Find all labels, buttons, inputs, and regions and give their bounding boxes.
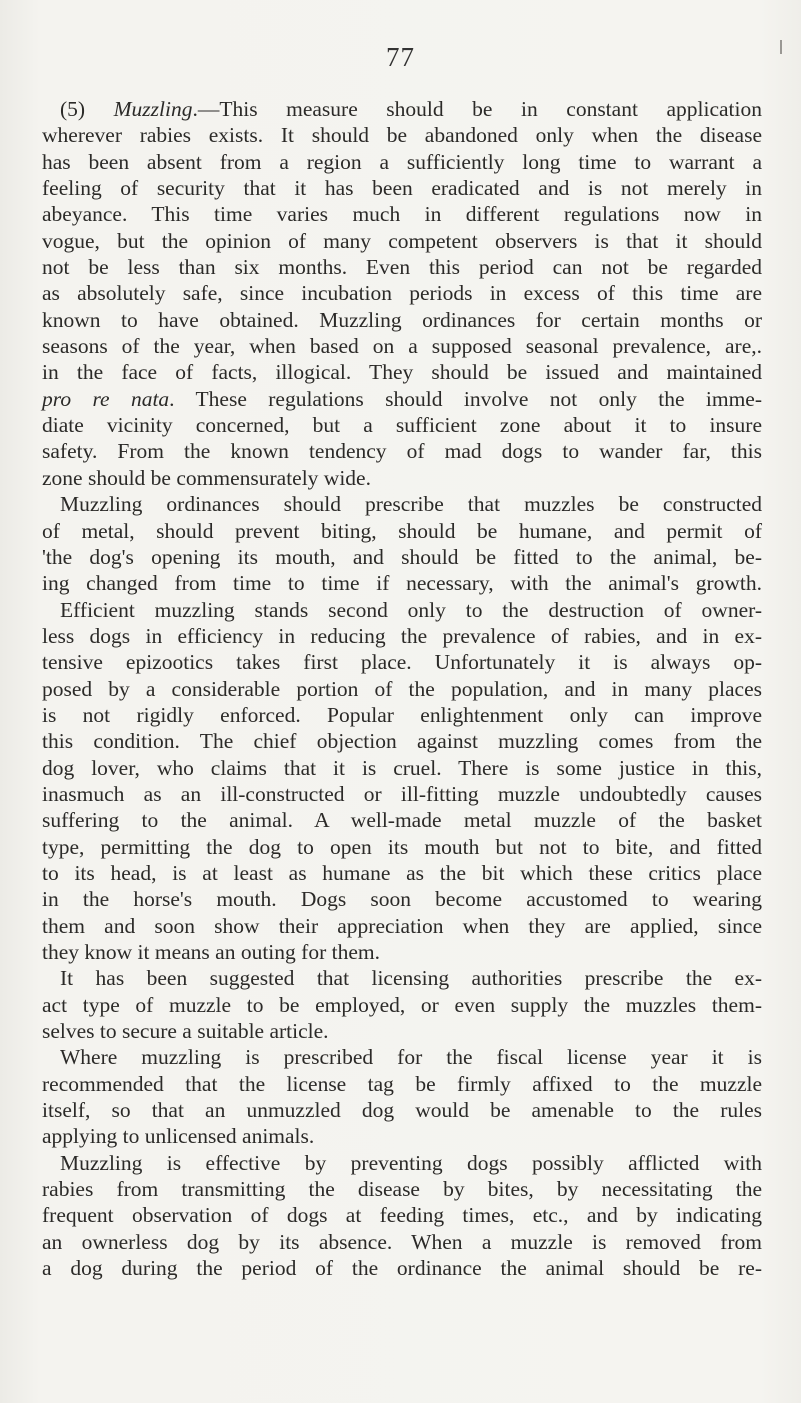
text-line: in the horse's mouth. Dogs soon become accustomed to wearing — [42, 887, 762, 912]
text-line: this condition. The chief objection against muzzling comes from the — [42, 729, 762, 754]
text-line: an ownerless dog by its absence. When a muzzle is removed from — [42, 1229, 762, 1254]
text-line: zone should be commensurately wide. — [42, 465, 371, 490]
text-line: they know it means an outing for them. — [42, 940, 380, 964]
text-line: inasmuch as an ill-constructed or ill-fitting muzzle undoubtedly causes — [42, 781, 762, 806]
text-line: as absolutely safe, since incubation periods in excess of this time are — [42, 281, 762, 306]
text-line: tensive epizootics takes first place. Unfortunately it is always op- — [42, 650, 762, 675]
text-line: abeyance. This time varies much in different regulations now in — [42, 202, 762, 227]
text-line: known to have obtained. Muzzling ordinances for certain months or — [42, 307, 762, 332]
text-line: Where muzzling is prescribed for the fiscal license year it is — [60, 1045, 762, 1070]
text-line: selves to secure a suitable article. — [42, 1019, 329, 1044]
page-number: 77 — [386, 42, 415, 72]
text-line: feeling of security that it has been eradicated and is not merely in — [42, 176, 762, 201]
text-line: frequent observation of dogs at feeding times, etc., and by indicating — [42, 1203, 762, 1228]
text-line: wherever rabies exists. It should be abandoned only when the disease — [42, 123, 762, 148]
text-line: safety. From the known tendency of mad dogs to wander far, this — [42, 439, 762, 464]
text-line: type, permitting the dog to open its mouth but not to bite, and fitted — [42, 834, 762, 859]
text-line: less dogs in efficiency in reducing the prevalence of rabies, and in ex- — [42, 623, 762, 648]
text-line: in the face of facts, illogical. They should be issued and maintained — [42, 360, 762, 385]
text-line: recommended that the license tag be firmly affixed to the muzzle — [42, 1071, 762, 1096]
text-line: pro re nata. These regulations should involve not only the imme- — [42, 386, 762, 411]
text-line: of metal, should prevent biting, should be humane, and permit of — [42, 518, 762, 543]
text-line: (5) Muzzling.—This measure should be in constant application — [60, 97, 762, 121]
text-line: has been absent from a region a sufficiently long time to warrant a — [42, 149, 762, 174]
text-line: suffering to the animal. A well-made metal muzzle of the basket — [42, 808, 762, 833]
text-line: posed by a considerable portion of the population, and in many places — [42, 676, 762, 701]
text-line: Muzzling ordinances should prescribe that muzzles be constructed — [60, 492, 762, 517]
text-line: seasons of the year, when based on a supposed seasonal prevalence, are,. — [42, 334, 762, 359]
text-line: applying to unlicensed animals. — [42, 1124, 315, 1149]
body-text — [42, 96, 762, 1281]
text-line: dog lover, who claims that it is cruel. There is some justice in this, — [42, 755, 762, 780]
text-line: a dog during the period of the ordinance the animal should be re- — [42, 1256, 762, 1281]
text-line: vogue, but the opinion of many competent observers is that it should — [42, 228, 762, 253]
text-line: them and soon show their appreciation when they are applied, since — [42, 913, 762, 938]
text-line: itself, so that an unmuzzled dog would be amenable to the rules — [42, 1098, 762, 1123]
text-line: Muzzling is effective by preventing dogs possibly afflicted with — [60, 1150, 762, 1175]
text-line: rabies from transmitting the disease by bites, by necessitating the — [42, 1177, 762, 1202]
text-line: ing changed from time to time if necessary, with the animal's growth. — [42, 571, 762, 596]
text-line: is not rigidly enforced. Popular enlightenment only can improve — [42, 702, 762, 727]
text-line: 'the dog's opening its mouth, and should be fitted to the animal, be- — [42, 544, 762, 569]
text-line: It has been suggested that licensing authorities prescribe the ex- — [60, 966, 762, 991]
text-line: to its head, is at least as humane as the bit which these critics place — [42, 860, 762, 885]
text-line: not be less than six months. Even this period can not be regarded — [42, 255, 762, 280]
text-line: act type of muzzle to be employed, or even supply the muzzles them- — [42, 992, 762, 1017]
section-heading-italic: Muzzling — [113, 97, 193, 121]
latin-phrase-italic: pro re nata — [42, 386, 170, 411]
text-line: Efficient muzzling stands second only to the destruction of owner- — [60, 597, 762, 622]
text-line: diate vicinity concerned, but a sufficient zone about it to insure — [42, 413, 762, 438]
